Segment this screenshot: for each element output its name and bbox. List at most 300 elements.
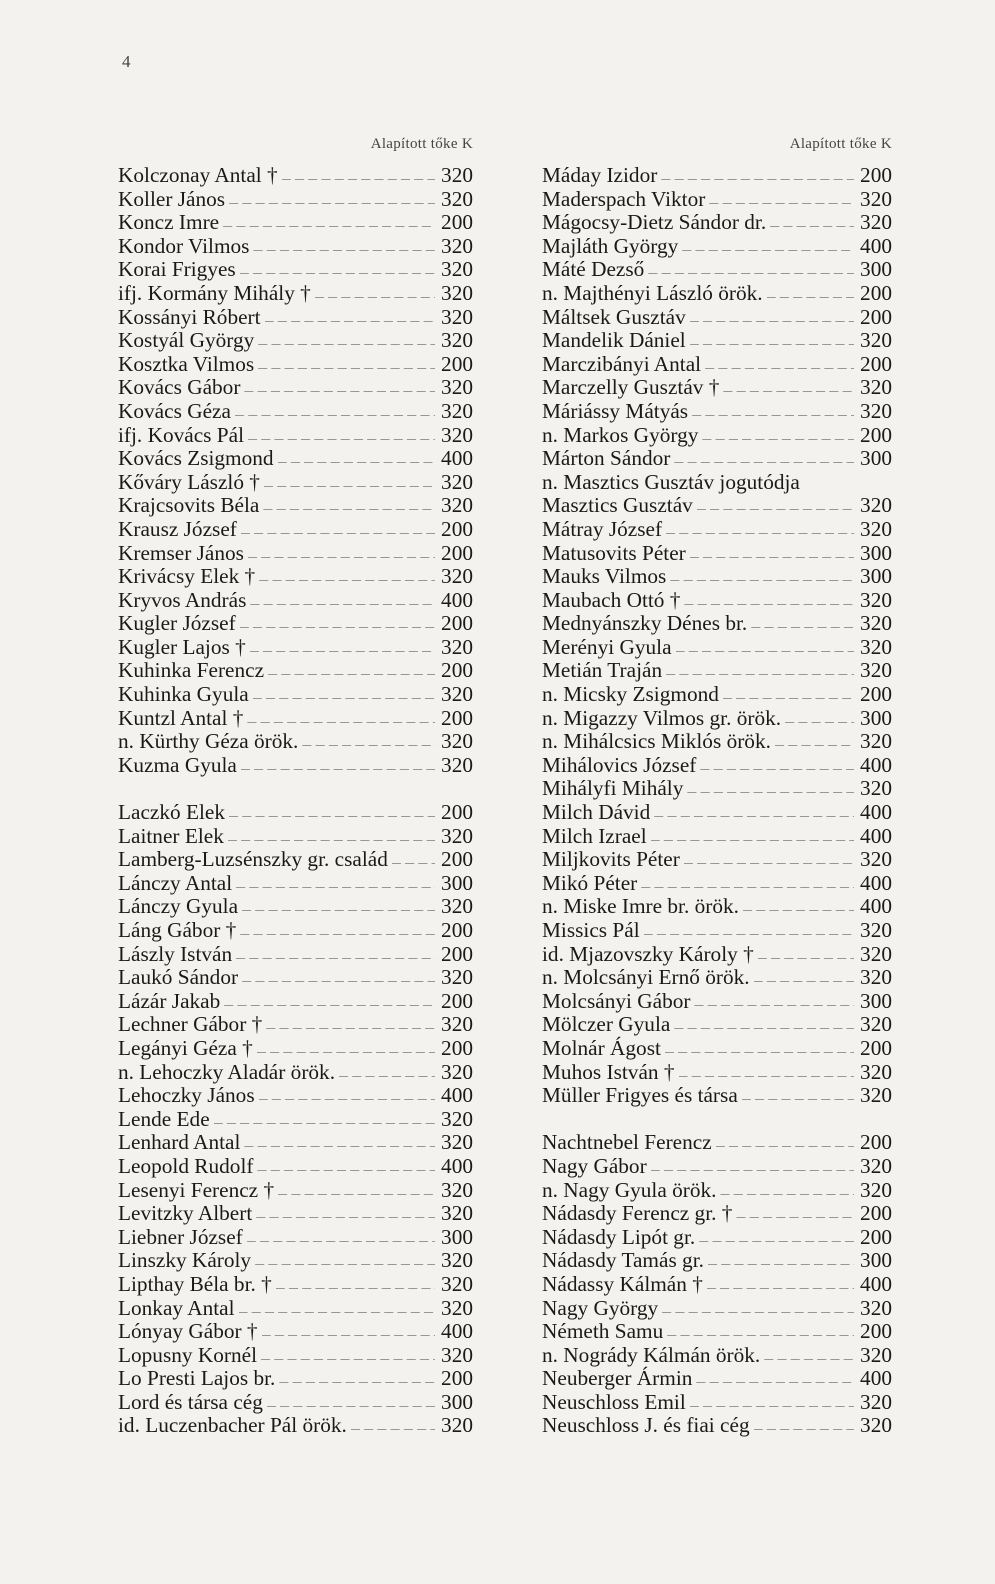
entry-name: Kostyál György <box>118 328 255 353</box>
entry-amount: 200 <box>441 516 473 541</box>
list-item <box>118 730 473 754</box>
entry-name: Nachtnebel Ferencz <box>542 1130 712 1155</box>
list-item <box>542 990 892 1014</box>
list-item <box>118 895 473 919</box>
entry-name: Milch Izrael <box>542 823 647 848</box>
entry-name: Mátray József <box>542 516 663 541</box>
list-item <box>542 1414 892 1438</box>
list-item <box>118 683 473 707</box>
list-item <box>118 1013 473 1037</box>
list-item <box>118 1344 473 1368</box>
list-item <box>542 1344 892 1368</box>
list-item <box>118 376 473 400</box>
list-item <box>118 1084 473 1108</box>
entry-amount: 320 <box>441 1177 473 1202</box>
entry-name: Lo Presti Lajos br. <box>118 1366 276 1391</box>
entry-amount: 320 <box>860 1083 892 1108</box>
entry-name: Laitner Elek <box>118 823 224 848</box>
entry-amount: 200 <box>441 540 473 565</box>
entry-amount: 200 <box>860 1130 892 1155</box>
list-item <box>542 565 892 589</box>
entry-name: Koncz Imre <box>118 210 220 235</box>
entry-amount: 200 <box>441 988 473 1013</box>
entry-name: Leopold Rudolf <box>118 1153 254 1178</box>
list-item <box>542 872 892 896</box>
entry-amount: 320 <box>441 1059 473 1084</box>
entry-name: Korai Frigyes <box>118 257 236 282</box>
entry-name: Lord és társa cég <box>118 1389 263 1414</box>
entry-name: Kovács Zsigmond <box>118 446 274 471</box>
entry-amount: 200 <box>441 351 473 376</box>
entry-amount: 320 <box>441 634 473 659</box>
entry-name: Merényi Gyula <box>542 634 672 659</box>
entry-name: Németh Samu <box>542 1319 664 1344</box>
entry-amount: 320 <box>441 894 473 919</box>
entry-amount: 320 <box>441 1201 473 1226</box>
entry-name: Nádassy Kálmán † <box>542 1271 703 1296</box>
entry-name: Neuschloss Emil <box>542 1389 686 1414</box>
list-item <box>542 353 892 377</box>
list-item <box>542 235 892 259</box>
list-item <box>542 1320 892 1344</box>
entry-name: n. Migazzy Vilmos gr. örök. <box>542 705 782 730</box>
entry-name: Nádasdy Lipót gr. <box>542 1224 696 1249</box>
list-item <box>118 1249 473 1273</box>
entry-name: Liebner József <box>118 1224 243 1249</box>
list-item <box>542 848 892 872</box>
entry-name: Máltsek Gusztáv <box>542 304 686 329</box>
entry-amount: 200 <box>860 1224 892 1249</box>
entry-amount: 200 <box>441 941 473 966</box>
entry-amount: 320 <box>441 257 473 282</box>
entry-amount: 320 <box>860 493 892 518</box>
entry-amount: 200 <box>860 1201 892 1226</box>
list-item <box>542 1061 892 1085</box>
list-item <box>118 1179 473 1203</box>
list-item <box>118 329 473 353</box>
list-item <box>542 400 892 424</box>
entry-amount: 320 <box>441 1248 473 1273</box>
list-item <box>118 801 473 825</box>
list-item <box>118 424 473 448</box>
entry-name: Laukó Sándor <box>118 965 239 990</box>
entry-name: Mihálovics József <box>542 752 697 777</box>
entry-amount: 200 <box>441 1035 473 1060</box>
list-item <box>542 1226 892 1250</box>
list-item <box>118 400 473 424</box>
entry-amount: 320 <box>860 587 892 612</box>
entry-name: Maderspach Viktor <box>542 186 706 211</box>
entry-name: Lesenyi Ferencz † <box>118 1177 275 1202</box>
entry-name: Lehoczky János <box>118 1083 255 1108</box>
list-item <box>542 1202 892 1226</box>
entry-amount: 320 <box>860 516 892 541</box>
entry-name: Mauks Vilmos <box>542 564 667 589</box>
entry-name: Neuberger Ármin <box>542 1366 693 1391</box>
entry-amount: 200 <box>860 1035 892 1060</box>
entry-name: Miljkovits Péter <box>542 847 680 872</box>
list-item <box>542 1037 892 1061</box>
list-item <box>118 707 473 731</box>
entry-name: id. Luczenbacher Pál örök. <box>118 1413 347 1438</box>
entry-amount: 320 <box>860 328 892 353</box>
entry-name: Lánczy Gyula <box>118 894 239 919</box>
entry-amount: 320 <box>441 1413 473 1438</box>
entry-amount: 400 <box>441 1153 473 1178</box>
entry-name: Krivácsy Elek † <box>118 564 256 589</box>
list-item <box>118 258 473 282</box>
entry-amount: 320 <box>441 163 473 187</box>
list-item <box>118 542 473 566</box>
entry-amount: 320 <box>441 1271 473 1296</box>
list-item <box>118 1297 473 1321</box>
entry-name: Koller János <box>118 186 226 211</box>
entry-name: Kondor Vilmos <box>118 233 250 258</box>
entry-name: ifj. Kormány Mihály † <box>118 280 311 305</box>
list-item <box>118 164 473 188</box>
entry-name: Lánczy Antal <box>118 870 233 895</box>
entry-name: n. Masztics Gusztáv jogutódja <box>542 469 800 494</box>
entry-name: Neuschloss J. és fiai cég <box>542 1413 750 1438</box>
entry-amount: 300 <box>441 1224 473 1249</box>
list-item <box>542 707 892 731</box>
entry-amount: 320 <box>441 823 473 848</box>
entry-amount: 320 <box>441 375 473 400</box>
entry-name: n. Lehoczky Aladár örök. <box>118 1059 336 1084</box>
entry-name: Kugler József <box>118 611 236 636</box>
entry-amount: 320 <box>860 375 892 400</box>
list-item <box>542 730 892 754</box>
list-item <box>542 754 892 778</box>
entry-name: Metián Traján <box>542 658 663 683</box>
list-item <box>542 943 892 967</box>
list-item <box>542 1249 892 1273</box>
entry-amount: 320 <box>860 634 892 659</box>
entry-amount: 320 <box>441 469 473 494</box>
entry-name: n. Molcsányi Ernő örök. <box>542 965 750 990</box>
entry-amount: 200 <box>441 918 473 942</box>
list-item <box>118 211 473 235</box>
entry-name: Lónyay Gábor † <box>118 1319 258 1344</box>
entry-name: Kuzma Gyula <box>118 752 237 777</box>
entry-name: n. Nogrády Kálmán örök. <box>542 1342 761 1367</box>
list-item <box>542 329 892 353</box>
entry-name: id. Mjazovszky Károly † <box>542 941 754 966</box>
entry-name: Lende Ede <box>118 1106 210 1131</box>
entry-amount: 320 <box>860 658 892 683</box>
list-item <box>118 471 473 495</box>
entry-amount: 400 <box>860 800 892 825</box>
entry-name: Mednyánszky Dénes br. <box>542 611 748 636</box>
entry-name: Majláth György <box>542 233 679 258</box>
entry-amount: 200 <box>860 304 892 329</box>
entry-amount: 320 <box>860 729 892 754</box>
entry-amount: 320 <box>860 1295 892 1320</box>
entry-name: Krausz József <box>118 516 237 541</box>
entry-name: Levitzky Albert <box>118 1201 253 1226</box>
entry-name: Mölczer Gyula <box>542 1012 671 1037</box>
entry-amount: 320 <box>860 847 892 872</box>
entry-amount: 300 <box>441 870 473 895</box>
list-item <box>118 353 473 377</box>
entry-amount: 200 <box>441 847 473 872</box>
list-item <box>118 589 473 613</box>
entry-amount: 320 <box>860 918 892 942</box>
dot-leader <box>742 1084 854 1112</box>
list-item <box>118 235 473 259</box>
list-item <box>542 542 892 566</box>
list-item <box>542 801 892 825</box>
entry-name: Máday Izidor <box>542 163 658 187</box>
entry-name: Lászly István <box>118 941 233 966</box>
entry-amount: 320 <box>860 776 892 801</box>
list-item <box>118 1202 473 1226</box>
entry-amount: 320 <box>860 1389 892 1414</box>
entry-amount: 200 <box>860 280 892 305</box>
entry-name: Nagy Gábor <box>542 1153 647 1178</box>
entry-amount: 320 <box>860 1059 892 1084</box>
list-item <box>118 1226 473 1250</box>
entry-amount: 200 <box>441 1366 473 1391</box>
entry-name: Mihályfi Mihály <box>542 776 684 801</box>
entry-amount: 320 <box>441 1342 473 1367</box>
list-item <box>542 659 892 683</box>
entry-name: Masztics Gusztáv <box>542 493 693 518</box>
list-item <box>542 211 892 235</box>
list-item <box>118 1367 473 1391</box>
list-item <box>542 683 892 707</box>
entry-amount: 400 <box>860 233 892 258</box>
entry-amount: 320 <box>441 233 473 258</box>
entry-name: Molcsányi Gábor <box>542 988 691 1013</box>
entry-amount: 400 <box>441 1083 473 1108</box>
list-item <box>118 872 473 896</box>
entry-name: Kolczonay Antal † <box>118 163 278 187</box>
entry-name: Matusovits Péter <box>542 540 686 565</box>
entry-amount: 200 <box>441 705 473 730</box>
entry-name: Müller Frigyes és társa <box>542 1083 738 1108</box>
list-item <box>118 1061 473 1085</box>
entry-amount: 320 <box>441 398 473 423</box>
list-item <box>542 1391 892 1415</box>
list-item <box>542 1131 892 1155</box>
entry-name: Láng Gábor † <box>118 918 237 942</box>
entry-amount: 200 <box>441 658 473 683</box>
list-item <box>542 636 892 660</box>
list-item <box>118 636 473 660</box>
entry-amount: 400 <box>441 1319 473 1344</box>
entry-amount: 300 <box>860 564 892 589</box>
list-item <box>118 848 473 872</box>
entry-amount: 320 <box>860 965 892 990</box>
right-column <box>542 132 892 1438</box>
entry-amount: 300 <box>860 1248 892 1273</box>
entry-amount: 320 <box>860 1177 892 1202</box>
entry-name: ifj. Kovács Pál <box>118 422 244 447</box>
entry-amount: 320 <box>441 328 473 353</box>
list-item <box>118 1037 473 1061</box>
entry-amount: 200 <box>441 800 473 825</box>
list-item <box>542 494 892 518</box>
entry-name: Lechner Gábor † <box>118 1012 263 1037</box>
dot-leader <box>754 1414 854 1442</box>
dot-leader <box>351 1414 435 1442</box>
list-item <box>542 777 892 801</box>
list-item <box>118 1155 473 1179</box>
entry-amount: 320 <box>441 682 473 707</box>
list-item <box>542 282 892 306</box>
entry-amount: 300 <box>860 257 892 282</box>
list-item <box>118 943 473 967</box>
entry-amount: 200 <box>860 351 892 376</box>
list-item <box>118 1273 473 1297</box>
entry-amount: 400 <box>860 870 892 895</box>
entry-name: n. Miske Imre br. örök. <box>542 894 739 919</box>
list-item <box>542 1013 892 1037</box>
entry-amount: 200 <box>860 682 892 707</box>
list-item <box>542 306 892 330</box>
list-item <box>118 966 473 990</box>
entry-amount: 400 <box>860 894 892 919</box>
entry-amount: 400 <box>860 1366 892 1391</box>
entry-name: Kugler Lajos † <box>118 634 246 659</box>
entry-amount: 320 <box>860 1153 892 1178</box>
entry-amount: 300 <box>860 988 892 1013</box>
list-item <box>118 1414 473 1438</box>
entry-amount: 300 <box>441 1389 473 1414</box>
entry-name: n. Majthényi László örök. <box>542 280 763 305</box>
list-item <box>118 1108 473 1132</box>
list-item <box>542 919 892 943</box>
list-item <box>542 376 892 400</box>
entry-name: Kremser János <box>118 540 244 565</box>
entry-name: Kossányi Róbert <box>118 304 261 329</box>
entry-name: Linszky Károly <box>118 1248 252 1273</box>
list-item <box>118 188 473 212</box>
entry-name: Lenhard Antal <box>118 1130 241 1155</box>
entry-amount: 320 <box>441 493 473 518</box>
list-item <box>118 825 473 849</box>
entry-amount: 320 <box>860 398 892 423</box>
entry-name: Kuhinka Ferencz <box>118 658 265 683</box>
entry-amount: 320 <box>860 1012 892 1037</box>
entry-amount: 320 <box>860 186 892 211</box>
entry-name: Kovács Géza <box>118 398 231 423</box>
entry-name: Lopusny Kornél <box>118 1342 258 1367</box>
list-item <box>118 306 473 330</box>
page-number: 4 <box>122 52 131 71</box>
entry-amount: 400 <box>860 1271 892 1296</box>
entry-amount: 200 <box>860 163 892 187</box>
entry-amount: 320 <box>441 1295 473 1320</box>
list-item <box>118 518 473 542</box>
list-item <box>118 1391 473 1415</box>
entry-name: Máté Dezső <box>542 257 645 282</box>
entry-amount: 300 <box>860 446 892 471</box>
entry-name: Kovács Gábor <box>118 375 241 400</box>
entry-name: n. Kürthy Géza örök. <box>118 729 299 754</box>
entry-name: n. Mihálcsics Miklós örök. <box>542 729 771 754</box>
entry-name: Marczelly Gusztáv † <box>542 375 720 400</box>
entry-name: Legányi Géza † <box>118 1035 253 1060</box>
left-column-rows <box>118 164 473 1438</box>
entry-name: Kuntzl Antal † <box>118 705 244 730</box>
entry-amount: 320 <box>441 1106 473 1131</box>
entry-amount: 320 <box>441 729 473 754</box>
entry-amount: 320 <box>441 280 473 305</box>
entry-name: Nádasdy Ferencz gr. † <box>542 1201 733 1226</box>
list-item <box>542 895 892 919</box>
entry-amount: 320 <box>860 210 892 235</box>
list-item <box>542 966 892 990</box>
list-item <box>542 612 892 636</box>
left-column-header: Alapított tőke K <box>370 136 473 152</box>
list-item <box>118 754 473 778</box>
list-item <box>542 188 892 212</box>
entry-name: Mandelik Dániel <box>542 328 686 353</box>
entry-amount: 320 <box>860 941 892 966</box>
entry-amount: 320 <box>441 1012 473 1037</box>
entry-amount: 320 <box>441 422 473 447</box>
dot-leader <box>241 754 435 782</box>
entry-name: Lázár Jakab <box>118 988 221 1013</box>
entry-name: n. Markos György <box>542 422 699 447</box>
entry-name: Missics Pál <box>542 918 640 942</box>
entry-amount: 200 <box>441 611 473 636</box>
list-item <box>542 258 892 282</box>
list-item <box>542 164 892 188</box>
right-column-header: Alapított tőke K <box>789 136 892 152</box>
entry-name: Milch Dávid <box>542 800 651 825</box>
entry-name: Lonkay Antal <box>118 1295 235 1320</box>
entry-amount: 400 <box>860 823 892 848</box>
entry-name: Kuhinka Gyula <box>118 682 249 707</box>
list-item <box>118 447 473 471</box>
list-item <box>542 424 892 448</box>
list-item <box>118 612 473 636</box>
list-item <box>542 589 892 613</box>
entry-name: Mikó Péter <box>542 870 638 895</box>
entry-amount: 400 <box>860 752 892 777</box>
list-item <box>542 1297 892 1321</box>
list-item <box>118 990 473 1014</box>
entry-name: Lamberg-Luzsénszky gr. család <box>118 847 388 872</box>
entry-name: Lipthay Béla br. † <box>118 1271 272 1296</box>
entry-name: Laczkó Elek <box>118 800 226 825</box>
entry-name: Muhos István † <box>542 1059 675 1084</box>
entry-amount: 320 <box>441 752 473 777</box>
list-item <box>118 494 473 518</box>
entry-name: Márton Sándor <box>542 446 671 471</box>
list-item <box>118 1131 473 1155</box>
entry-amount: 400 <box>441 446 473 471</box>
entry-amount: 320 <box>860 1342 892 1367</box>
entry-name: Kosztka Vilmos <box>118 351 255 376</box>
list-item <box>542 1155 892 1179</box>
entry-name: Maubach Ottó † <box>542 587 681 612</box>
entry-amount: 320 <box>860 611 892 636</box>
list-item <box>118 919 473 943</box>
entry-amount: 200 <box>860 422 892 447</box>
entry-name: n. Nagy Gyula örök. <box>542 1177 717 1202</box>
entry-name: Máriássy Mátyás <box>542 398 689 423</box>
entry-amount: 200 <box>860 1319 892 1344</box>
entry-amount: 200 <box>441 210 473 235</box>
left-column <box>118 132 473 1438</box>
list-item <box>542 1367 892 1391</box>
entry-name: Krajcsovits Béla <box>118 493 260 518</box>
entry-amount: 320 <box>860 1413 892 1438</box>
